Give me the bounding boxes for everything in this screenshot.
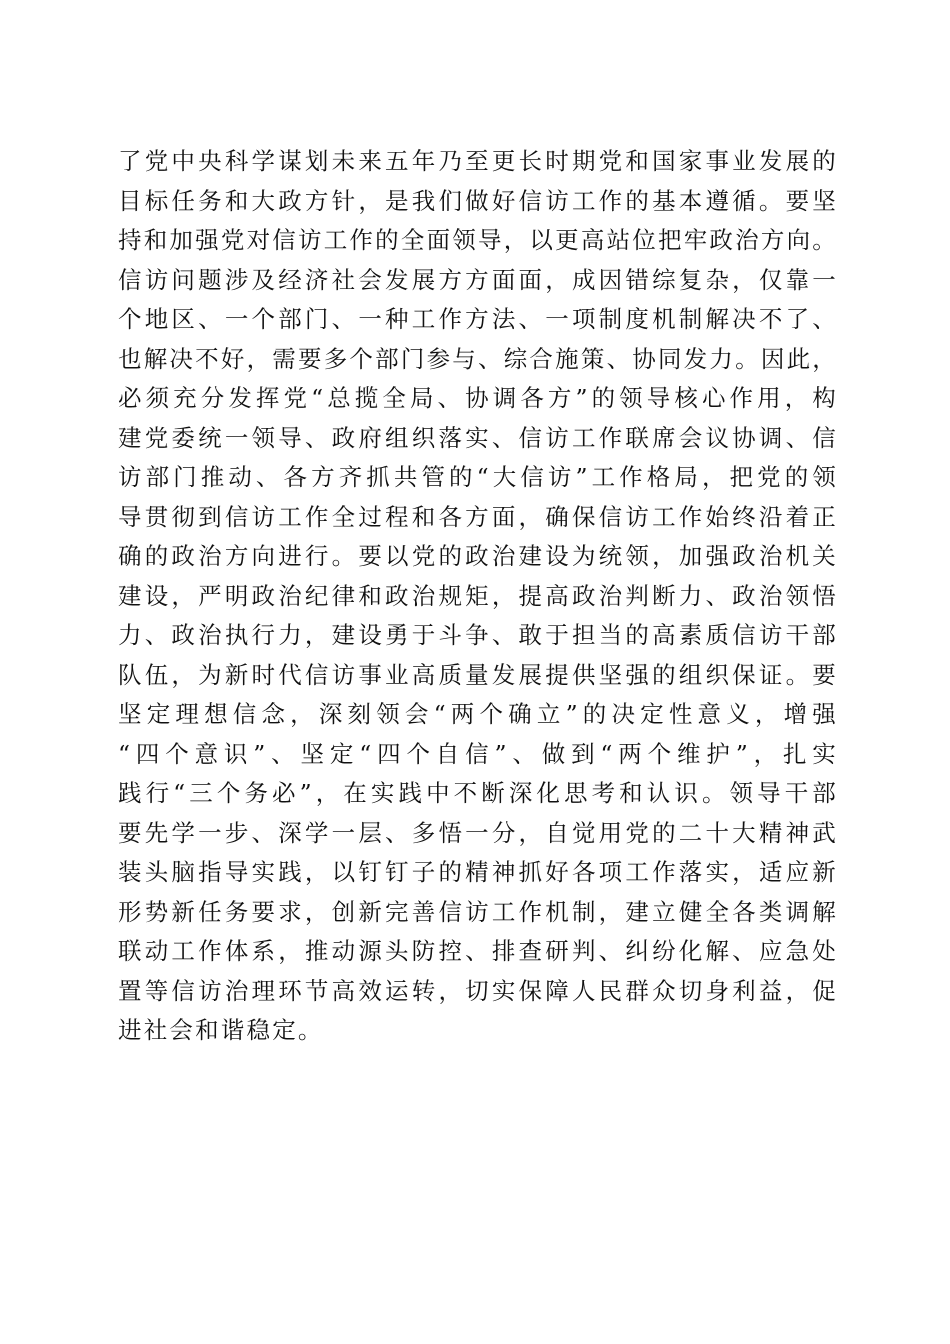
- text-line: 置等信访治理环节高效运转，切实保障人民群众切身利益，促: [118, 976, 838, 1005]
- text-line: 持和加强党对信访工作的全面领导，以更高站位把牢政治方向。: [118, 226, 838, 254]
- text-line: 装头脑指导实践，以钉钉子的精神抓好各项工作落实，适应新: [118, 858, 838, 886]
- text-line: 也解决不好，需要多个部门参与、综合施策、协同发力。因此，: [118, 344, 838, 373]
- text-line: 必须充分发挥党“总揽全局、协调各方”的领导核心作用，构: [118, 384, 838, 412]
- text-line: 信访问题涉及经济社会发展方方面面，成因错综复杂，仅靠一: [118, 265, 838, 294]
- text-line: 确的政治方向进行。要以党的政治建设为统领，加强政治机关: [118, 542, 838, 570]
- text-line: 队伍，为新时代信访事业高质量发展提供坚强的组织保证。要: [118, 660, 838, 689]
- text-line: 建党委统一领导、政府组织落实、信访工作联席会议协调、信: [118, 423, 838, 452]
- text-line: 导贯彻到信访工作全过程和各方面，确保信访工作始终沿着正: [118, 502, 838, 531]
- text-line: “四个意识”、坚定“四个自信”、做到“两个维护”，扎实: [118, 739, 838, 768]
- text-line: 进社会和谐稳定。: [118, 1016, 324, 1044]
- text-line: 力、政治执行力，建设勇于斗争、敢于担当的高素质信访干部: [118, 621, 838, 649]
- text-line: 建设，严明政治纪律和政治规矩，提高政治判断力、政治领悟: [118, 581, 838, 610]
- text-line: 要先学一步、深学一层、多悟一分，自觉用党的二十大精神武: [118, 818, 838, 847]
- text-line: 形势新任务要求，创新完善信访工作机制，建立健全各类调解: [118, 897, 838, 926]
- text-line: 践行“三个务必”，在实践中不断深化思考和认识。领导干部: [118, 779, 838, 807]
- text-line: 个地区、一个部门、一种工作方法、一项制度机制解决不了、: [118, 305, 838, 333]
- text-line: 目标任务和大政方针，是我们做好信访工作的基本遵循。要坚: [118, 186, 838, 215]
- body-paragraph: [118, 142, 838, 1051]
- text-line: 坚定理想信念，深刻领会“两个确立”的决定性意义，增强: [118, 700, 838, 728]
- text-line: 了党中央科学谋划未来五年乃至更长时期党和国家事业发展的: [118, 147, 838, 175]
- text-line: 联动工作体系，推动源头防控、排查研判、纠纷化解、应急处: [118, 937, 838, 965]
- text-line: 访部门推动、各方齐抓共管的“大信访”工作格局，把党的领: [118, 463, 838, 491]
